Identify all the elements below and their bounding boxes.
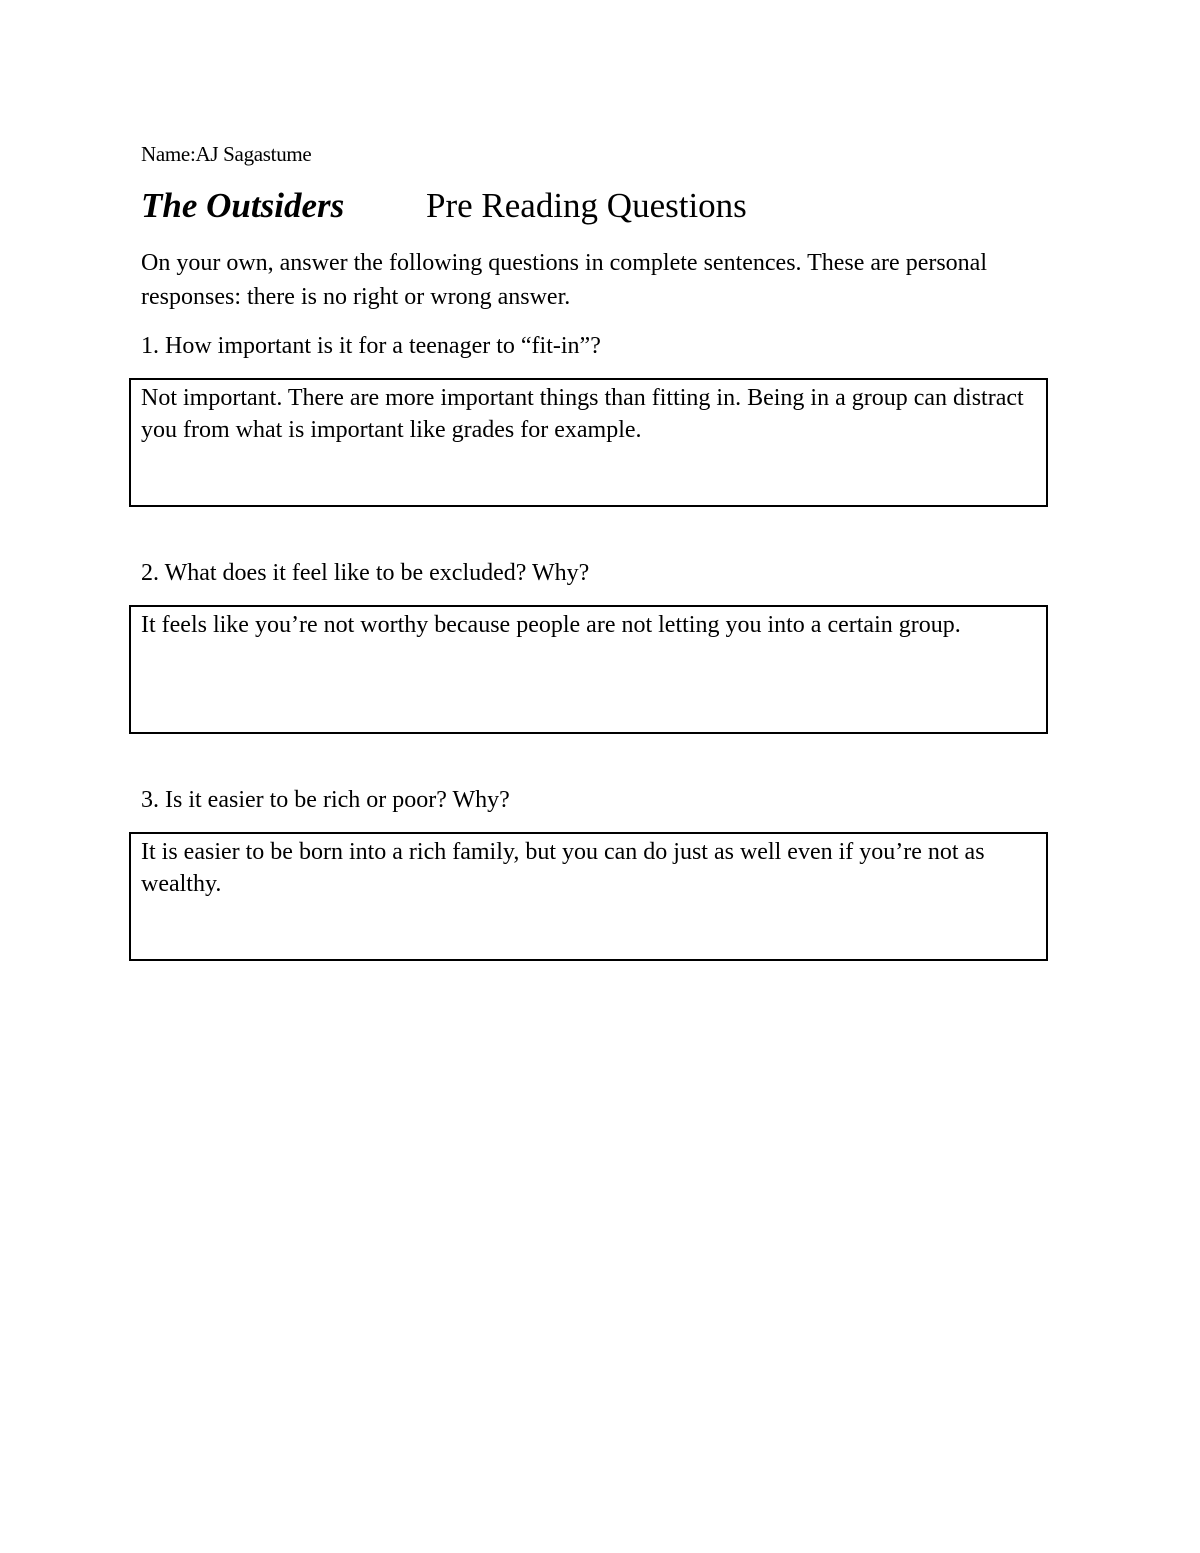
answer-text-1[interactable]: Not important. There are more important things than fitting in. Being in a group can distract you from what is important like grades for example. xyxy=(141,385,1024,443)
answer-box-1[interactable] xyxy=(129,378,1048,507)
instructions: On your own, answer the following questions in complete sentences. These are personal responses: there is no right or wrong answer. xyxy=(141,250,987,310)
question-1: 1. How important is it for a teenager to “fit-in”? xyxy=(141,333,601,359)
question-2: 2. What does it feel like to be excluded? Why? xyxy=(141,560,590,586)
answer-box-2[interactable] xyxy=(129,605,1048,734)
answer-text-3[interactable]: It is easier to be born into a rich family, but you can do just as well even if you’re not as wealthy. xyxy=(141,839,985,897)
book-title: The Outsiders xyxy=(141,186,345,225)
worksheet-subtitle: Pre Reading Questions xyxy=(426,186,747,225)
question-3: 3. Is it easier to be rich or poor? Why? xyxy=(141,787,510,813)
answer-text-2[interactable]: It feels like you’re not worthy because people are not letting you into a certain group. xyxy=(141,612,961,638)
student-name: Name:AJ Sagastume xyxy=(141,142,312,166)
answer-box-3[interactable] xyxy=(129,832,1048,961)
